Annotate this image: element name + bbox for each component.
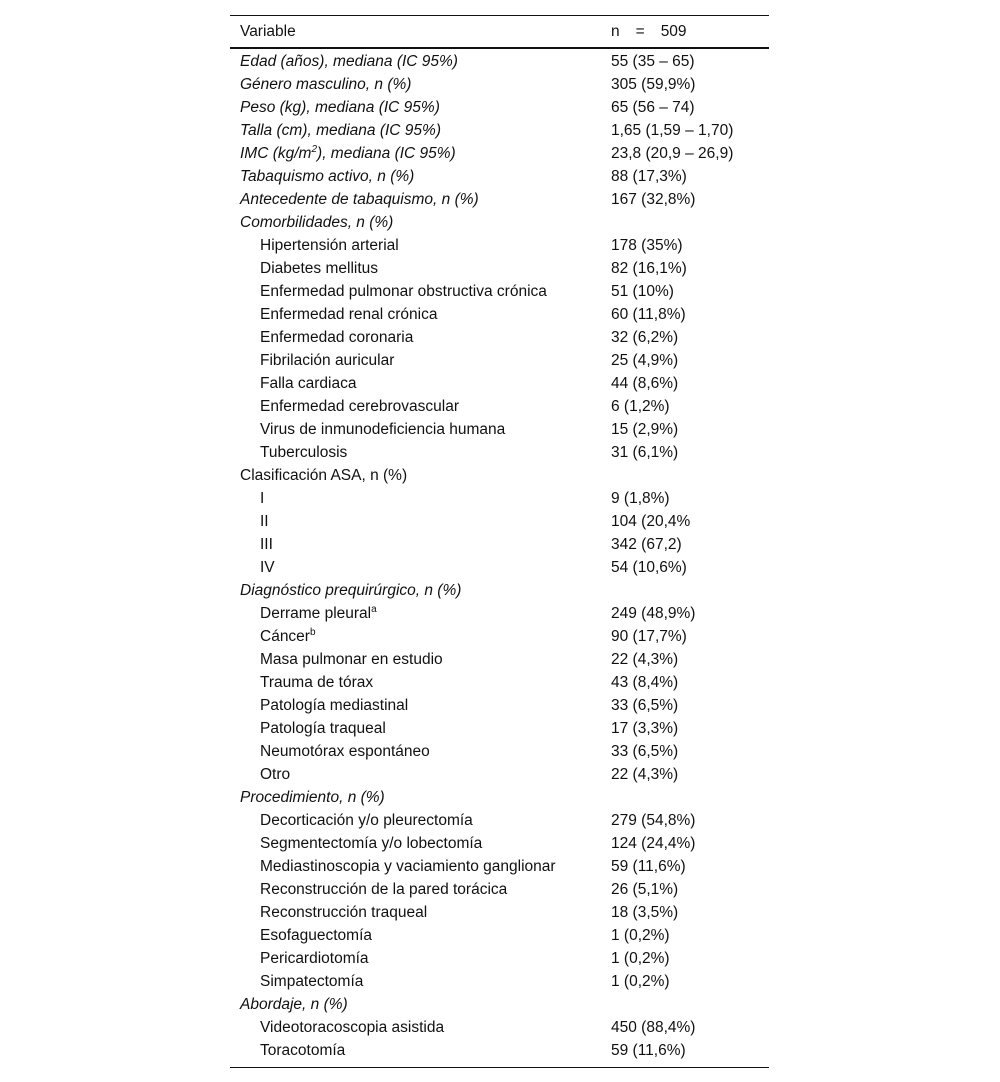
row-label: [230, 625, 600, 648]
row-value: 6 (1,2%): [611, 398, 670, 415]
row-value: 9 (1,8%): [611, 490, 670, 507]
row-value: 178 (35%): [611, 237, 683, 254]
row-value: 25 (4,9%): [611, 352, 679, 369]
row-label: Decorticación y/o pleurectomía: [260, 812, 473, 829]
table-row: [230, 234, 769, 257]
row-label: Toracotomía: [260, 1042, 346, 1059]
table-header-row: [230, 16, 769, 47]
section-label: Clasificación ASA, n (%): [240, 467, 408, 484]
row-value: 1 (0,2%): [611, 973, 670, 990]
row-label: Enfermedad renal crónica: [260, 306, 438, 323]
row-value: 249 (48,9%): [611, 605, 696, 622]
row-label: IV: [260, 559, 275, 576]
table-section-row: [230, 211, 769, 234]
row-label: Tuberculosis: [260, 444, 348, 461]
row-label: Antecedente de tabaquismo, n (%): [240, 191, 479, 208]
table-row: [230, 349, 769, 372]
table-row: [230, 648, 769, 671]
table-section-row: [230, 464, 769, 487]
row-value: [600, 786, 769, 809]
table-row: [230, 372, 769, 395]
row-value: [600, 579, 769, 602]
row-label: Género masculino, n (%): [240, 76, 412, 93]
row-label: Fibrilación auricular: [260, 352, 395, 369]
row-value: 44 (8,6%): [611, 375, 679, 392]
row-label: [230, 602, 600, 625]
row-value: 65 (56 – 74): [611, 99, 695, 116]
row-value: 279 (54,8%): [611, 812, 696, 829]
row-value: 15 (2,9%): [611, 421, 679, 438]
row-label: Talla (cm), mediana (IC 95%): [240, 122, 441, 139]
table-row: [230, 1039, 769, 1062]
table-row: [230, 142, 769, 165]
row-value: 305 (59,9%): [611, 76, 696, 93]
row-value: 450 (88,4%): [611, 1019, 696, 1036]
table-row: [230, 326, 769, 349]
row-value: 33 (6,5%): [611, 743, 679, 760]
table-row: [230, 188, 769, 211]
row-value: 1 (0,2%): [611, 950, 670, 967]
table-row: [230, 855, 769, 878]
table-row: [230, 533, 769, 556]
row-value: 1 (0,2%): [611, 927, 670, 944]
table-row: [230, 740, 769, 763]
row-label: Reconstrucción traqueal: [260, 904, 428, 921]
table-row: [230, 96, 769, 119]
footnote-marker: b: [309, 626, 316, 638]
row-label-post: ), mediana (IC 95%): [317, 145, 456, 162]
row-value: 82 (16,1%): [611, 260, 687, 277]
row-label: II: [260, 513, 269, 530]
row-label-sup: 2: [311, 143, 318, 155]
row-value: 43 (8,4%): [611, 674, 679, 691]
row-value: 54 (10,6%): [611, 559, 687, 576]
table-row: [230, 441, 769, 464]
row-label: Videotoracoscopia asistida: [260, 1019, 445, 1036]
row-label-pre: IMC (kg/m: [240, 145, 312, 162]
header-n: [600, 16, 769, 47]
table-row: [230, 947, 769, 970]
table-row: [230, 832, 769, 855]
row-label: I: [260, 490, 265, 507]
table-row: [230, 1016, 769, 1039]
row-label: Falla cardiaca: [260, 375, 357, 392]
row-label: Tabaquismo activo, n (%): [240, 168, 415, 185]
section-label: Comorbilidades, n (%): [240, 214, 394, 231]
table-row: [230, 165, 769, 188]
table-row: [230, 50, 769, 73]
row-value: [600, 993, 769, 1016]
table-bottom-rule: [230, 1067, 769, 1068]
header-n-value: 509: [660, 23, 687, 40]
header-eq-sign: =: [635, 23, 645, 40]
row-label: Enfermedad pulmonar obstructiva crónica: [260, 283, 547, 300]
row-value: 55 (35 – 65): [611, 53, 695, 70]
row-value: [600, 211, 769, 234]
row-value: 51 (10%): [611, 283, 674, 300]
header-variable: Variable: [240, 23, 296, 40]
table-row: [230, 487, 769, 510]
row-label: Hipertensión arterial: [260, 237, 399, 254]
table-row: [230, 924, 769, 947]
row-label: [230, 142, 600, 165]
row-label: Reconstrucción de la pared torácica: [260, 881, 508, 898]
row-value: 32 (6,2%): [611, 329, 679, 346]
row-label: Diabetes mellitus: [260, 260, 379, 277]
row-label: Otro: [260, 766, 291, 783]
section-label: Procedimiento, n (%): [240, 789, 385, 806]
table-section-row: [230, 786, 769, 809]
row-value: 167 (32,8%): [611, 191, 696, 208]
table-row: [230, 280, 769, 303]
row-label: Edad (años), mediana (IC 95%): [240, 53, 458, 70]
row-value: 59 (11,6%): [611, 858, 686, 875]
row-value: 88 (17,3%): [611, 168, 687, 185]
row-label: Virus de inmunodeficiencia humana: [260, 421, 506, 438]
table-row: [230, 694, 769, 717]
row-value: 17 (3,3%): [611, 720, 679, 737]
row-value: 33 (6,5%): [611, 697, 679, 714]
table-row: [230, 970, 769, 993]
table-row: [230, 878, 769, 901]
table-row: [230, 717, 769, 740]
row-value: [600, 464, 769, 487]
table-row: [230, 418, 769, 441]
row-label: Peso (kg), mediana (IC 95%): [240, 99, 440, 116]
row-value: 23,8 (20,9 – 26,9): [611, 145, 734, 162]
row-label: Patología mediastinal: [260, 697, 409, 714]
row-label: Enfermedad cerebrovascular: [260, 398, 460, 415]
row-label: Neumotórax espontáneo: [260, 743, 430, 760]
row-label: Masa pulmonar en estudio: [260, 651, 443, 668]
row-value: 60 (11,8%): [611, 306, 686, 323]
table-row: [230, 809, 769, 832]
footnote-marker: a: [371, 603, 377, 615]
table-row: [230, 671, 769, 694]
row-label: Patología traqueal: [260, 720, 386, 737]
row-label: III: [260, 536, 273, 553]
table-row: [230, 556, 769, 579]
table-row: [230, 901, 769, 924]
table-row: [230, 73, 769, 96]
characteristics-table: [230, 15, 769, 1068]
row-value: 104 (20,4%: [611, 513, 691, 530]
row-value: 18 (3,5%): [611, 904, 679, 921]
section-label: Abordaje, n (%): [240, 996, 348, 1013]
row-label-pre: Cáncer: [260, 628, 310, 645]
row-value: 31 (6,1%): [611, 444, 679, 461]
row-label: Simpatectomía: [260, 973, 364, 990]
table-row: [230, 395, 769, 418]
table-row: [230, 625, 769, 648]
row-label: Pericardiotomía: [260, 950, 369, 967]
row-label: Segmentectomía y/o lobectomía: [260, 835, 483, 852]
section-label: Diagnóstico prequirúrgico, n (%): [240, 582, 462, 599]
table-row: [230, 119, 769, 142]
row-label: Trauma de tórax: [260, 674, 374, 691]
header-n-label: n: [611, 23, 620, 40]
table-row: [230, 763, 769, 786]
row-label: Esofaguectomía: [260, 927, 373, 944]
row-value: 22 (4,3%): [611, 651, 679, 668]
row-value: 1,65 (1,59 – 1,70): [611, 122, 734, 139]
row-label-pre: Derrame pleural: [260, 605, 372, 622]
row-label: Enfermedad coronaria: [260, 329, 414, 346]
row-value: 342 (67,2): [611, 536, 682, 553]
table-row: [230, 257, 769, 280]
table-body: [230, 49, 769, 1062]
row-label: Mediastinoscopia y vaciamiento ganglionar: [260, 858, 556, 875]
row-value: 59 (11,6%): [611, 1042, 686, 1059]
table-section-row: [230, 993, 769, 1016]
table-row: [230, 510, 769, 533]
row-value: 22 (4,3%): [611, 766, 679, 783]
table-row: [230, 303, 769, 326]
row-value: 124 (24,4%): [611, 835, 696, 852]
table-row: [230, 602, 769, 625]
row-value: 90 (17,7%): [611, 628, 687, 645]
table-section-row: [230, 579, 769, 602]
row-value: 26 (5,1%): [611, 881, 679, 898]
